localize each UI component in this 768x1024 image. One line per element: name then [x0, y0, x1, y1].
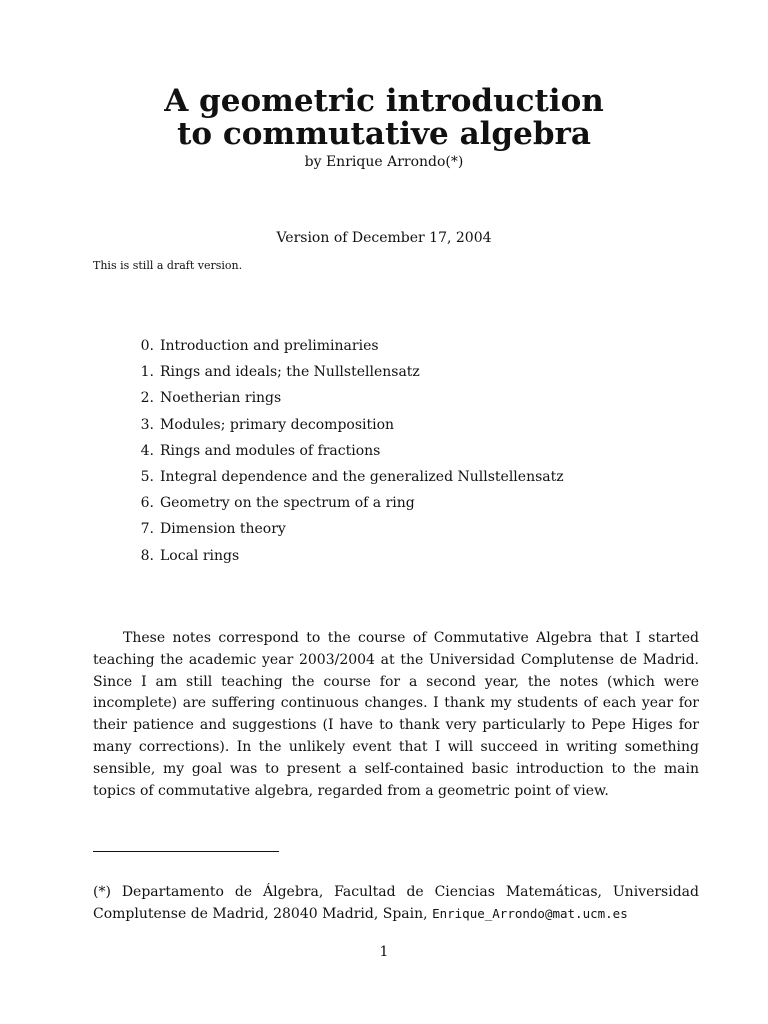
- page-number: 1: [379, 944, 389, 960]
- title-line-1: A geometric introduction: [164, 83, 604, 119]
- toc-item-title: Introduction and preliminaries: [160, 338, 379, 354]
- toc-item-title: Modules; primary decomposition: [160, 416, 395, 433]
- toc-item-title: Rings and ideals; the Nullstellensatz: [160, 364, 420, 381]
- version-date: Version of December 17, 2004: [276, 230, 492, 246]
- toc-item: [130, 390, 564, 416]
- toc-item-number: 6.: [140, 495, 154, 512]
- toc-item-number: 3.: [140, 416, 154, 433]
- toc-item-number: 2.: [140, 390, 154, 407]
- footnote-affiliation: [93, 881, 699, 925]
- toc-item-title: Integral dependence and the generalized Nullstellensatz: [160, 468, 564, 485]
- document-title: [0, 83, 768, 152]
- toc-item: [130, 521, 564, 547]
- table-of-contents: [130, 338, 564, 574]
- toc-item: [130, 364, 564, 390]
- toc-item: [130, 443, 564, 469]
- toc-item-title: Geometry on the spectrum of a ring: [160, 495, 415, 512]
- toc-item-number: 4.: [140, 442, 154, 459]
- toc-item: [130, 338, 564, 364]
- toc-item: [130, 469, 564, 495]
- footnote-text: (*) Departamento de Álgebra, Facultad de Ciencias Matemáticas, Universidad Complutense de Madrid, 28040 Madrid, Spain,: [93, 884, 699, 922]
- title-line-2: to commutative algebra: [177, 116, 591, 152]
- toc-item: [130, 417, 564, 443]
- toc-item-title: Rings and modules of fractions: [160, 442, 381, 459]
- abstract-paragraph: These notes correspond to the course of Commutative Algebra that I started teaching the academic year 2003/2004 at the Universidad Complutense de Madrid. Since I am still teaching the course for a second year, the notes (which were incomplete) are suffering continuous changes. I thank my students of each year for their patience and suggestions (I have to thank very particularly to Pepe Higes for many corrections). In the unlikely event that I will succeed in writing something sensible, my goal was to present a self-contained basic introduction to the main topics of commutative algebra, regarded from a geometric point of view.: [93, 630, 699, 799]
- toc-item-number: 8.: [140, 547, 154, 564]
- toc-item-title: Local rings: [160, 547, 240, 564]
- footnote-divider: [93, 851, 279, 852]
- draft-note: This is still a draft version.: [93, 259, 243, 272]
- toc-item-number: 7.: [140, 521, 154, 538]
- toc-item: [130, 495, 564, 521]
- author-line: by Enrique Arrondo(*): [304, 154, 464, 170]
- toc-item: [130, 548, 564, 574]
- toc-item-title: Dimension theory: [160, 521, 286, 538]
- toc-item-title: Noetherian rings: [160, 390, 282, 407]
- toc-item-number: 5.: [140, 468, 154, 485]
- toc-item-number: 0.: [140, 338, 154, 354]
- toc-item-number: 1.: [140, 364, 154, 381]
- author-email-link[interactable]: Enrique_Arrondo@mat.ucm.es: [432, 906, 628, 921]
